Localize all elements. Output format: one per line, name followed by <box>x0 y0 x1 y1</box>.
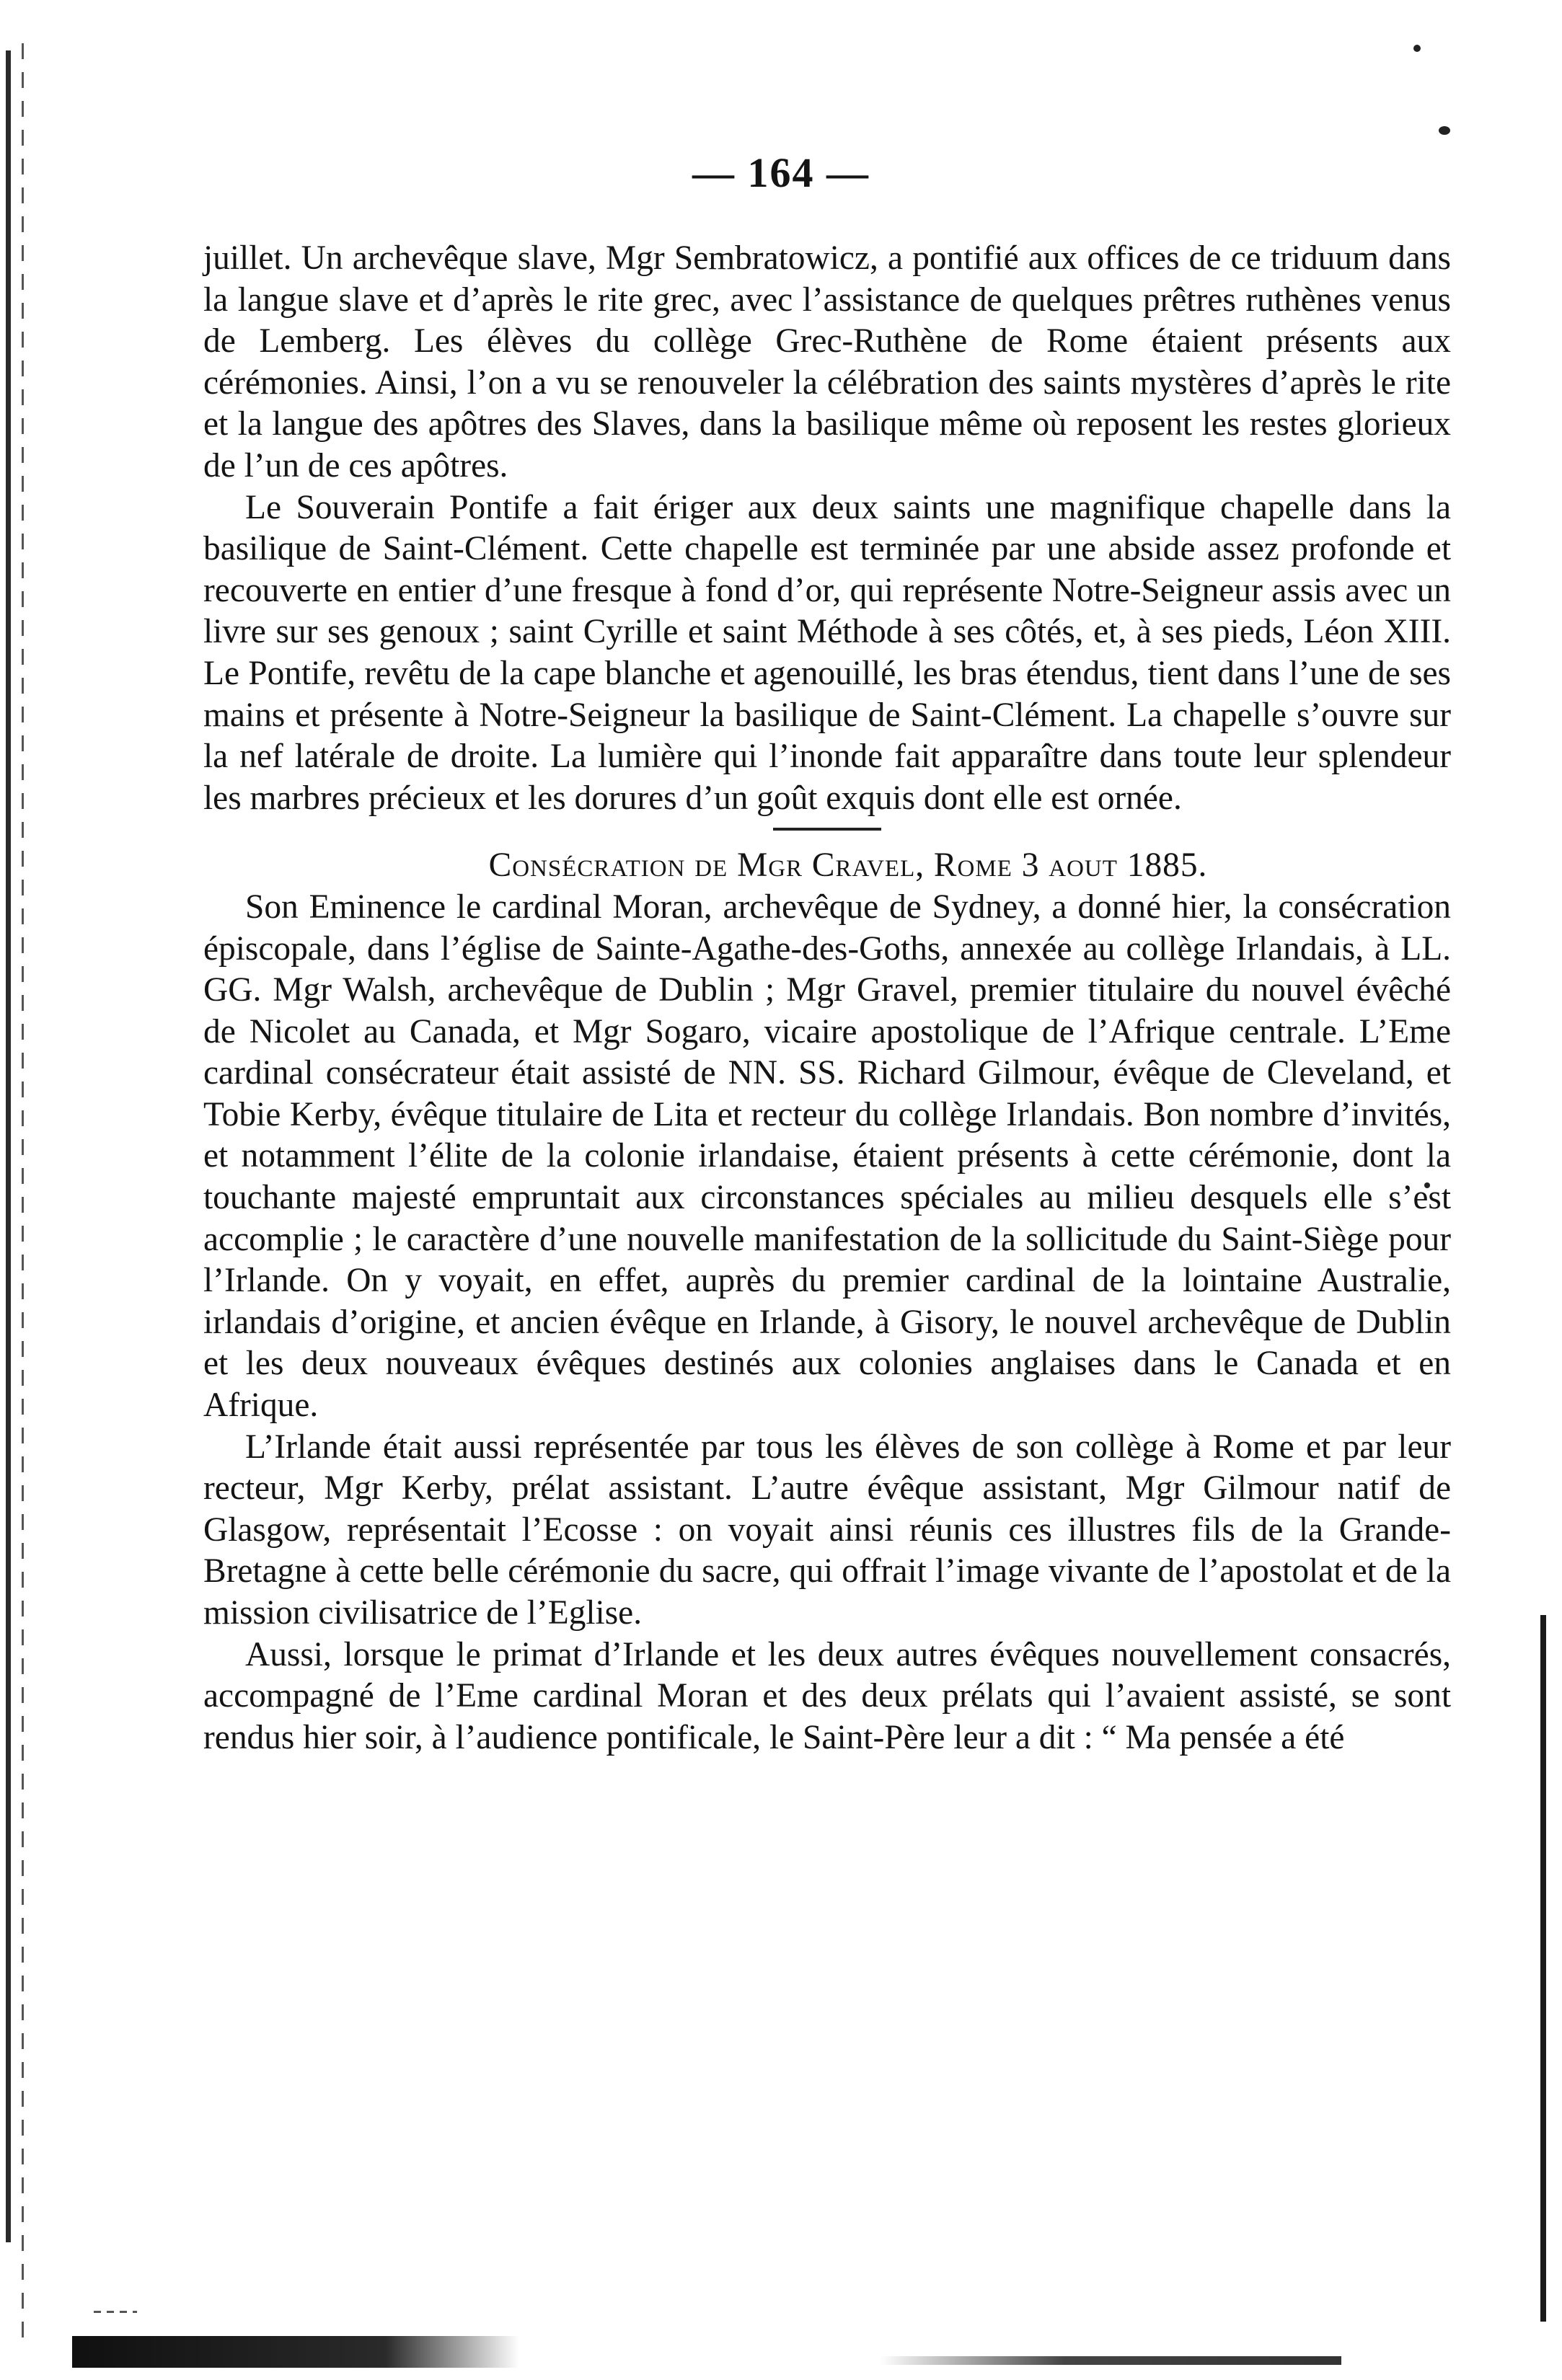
paragraph: juillet. Un archevêque slave, Mgr Sembratowicz, a pontifié aux offices de ce triduum dans la langue slave et d’après le rite grec, avec l’assistance de quelques prêtres ruthènes venus de Lemberg. Les élèves du collège Grec-Ruthène de Rome étaient présents aux cérémonies. Ainsi, l’on a vu se renouveler la célébration des saints mystères d’après le rite et la langue des apôtres des Slaves, dans la basilique même où reposent les restes glorieux de l’un de ces apôtres. <box>203 239 1451 485</box>
scan-edge-artifact <box>22 43 24 2350</box>
scan-speck <box>1439 126 1450 135</box>
paragraph: Aussi, lorsque le primat d’Irlande et les deux autres évêques nouvellement consacrés, accompagné de l’Eme cardinal Moran et des deux prélats qui l’avaient assisté, se sont rendus hier soir, à l’audience pontificale, le Saint-Père leur a dit : “ Ma pensée a été <box>203 1635 1451 1756</box>
scan-edge-artifact <box>72 2336 519 2368</box>
paragraph: Son Eminence le cardinal Moran, archevêque de Sydney, a donné hier, la consécration épiscopale, dans l’église de Sainte-Agathe-des-Goths, annexée au collège Irlandais, à LL. GG. Mgr Walsh, archevêque de Dublin ; Mgr Gravel, premier titulaire du nouvel évêché de Nicolet au Canada, et Mgr Sogaro, vicaire apostolique de l’Afrique centrale. L’Eme cardinal consécrateur était assisté de NN. SS. Richard Gilmour, évêque de Cleveland, et Tobie Kerby, évêque titulaire de Lita et recteur du collège Irlandais. Bon nombre d’invités, et notamment l’élite de la colonie irlandaise, étaient présents à cette cérémonie, dont la touchante majesté empruntait aux circonstances spéciales au milieu desquels elle s’est accomplie ; le caractère d’une nouvelle manifestation de la sollicitude du Saint-Siège pour l’Irlande. On y voyait, en effet, auprès du premier cardinal de la lointaine Australie, irlandais d’origine, et ancien évêque en Irlande, à Gisory, le nouvel archevêque de Dublin et les deux nouveaux évêques destinés aux colonies anglaises dans le Canada et en Afrique. <box>203 888 1451 1425</box>
section-divider <box>773 828 881 831</box>
scan-speck <box>1413 45 1421 52</box>
scan-edge-artifact <box>6 50 11 2242</box>
paragraph: Le Souverain Pontife a fait ériger aux deux saints une magnifique chapelle dans la basilique de Saint-Clément. Cette chapelle est terminée par une abside assez profonde et recouverte en entier d’une fresque à fond d’or, qui représente Notre-Seigneur assis avec un livre sur ses genoux ; saint Cyrille et saint Méthode à ses côtés, et, à ses pieds, Léon XIII. Le Pontife, revêtu de la cape blanche et agenouillé, les bras étendus, tient dans l’une de ses mains et présente à Notre-Seigneur la basilique de Saint-Clément. La chapelle s’ouvre sur la nef latérale de droite. La lumière qui l’inonde fait apparaître dans toute leur splendeur les marbres précieux et les dorures d’un goût exquis dont elle est ornée. <box>203 488 1451 817</box>
scan-edge-artifact <box>880 2356 1341 2365</box>
scan-edge-artifact <box>1540 1615 1546 2322</box>
scan-edge-artifact <box>94 2311 137 2313</box>
paragraph: L’Irlande était aussi représentée par tous les élèves de son collège à Rome et par leur recteur, Mgr Kerby, prélat assistant. L’autre évêque assistant, Mgr Gilmour natif de Glasgow, représentait l’Ecosse : on voyait ainsi réunis ces illustres fils de la Grande-Bretagne à cette belle cérémonie du sacre, qui offrait l’image vivante de l’apostolat et de la mission civilisatrice de l’Eglise. <box>203 1428 1451 1632</box>
page-number: — 164 — <box>692 149 870 196</box>
section-heading: Consécration de Mgr Cravel, Rome 3 aout 1885. <box>488 846 1208 885</box>
body-text <box>203 238 1451 1759</box>
